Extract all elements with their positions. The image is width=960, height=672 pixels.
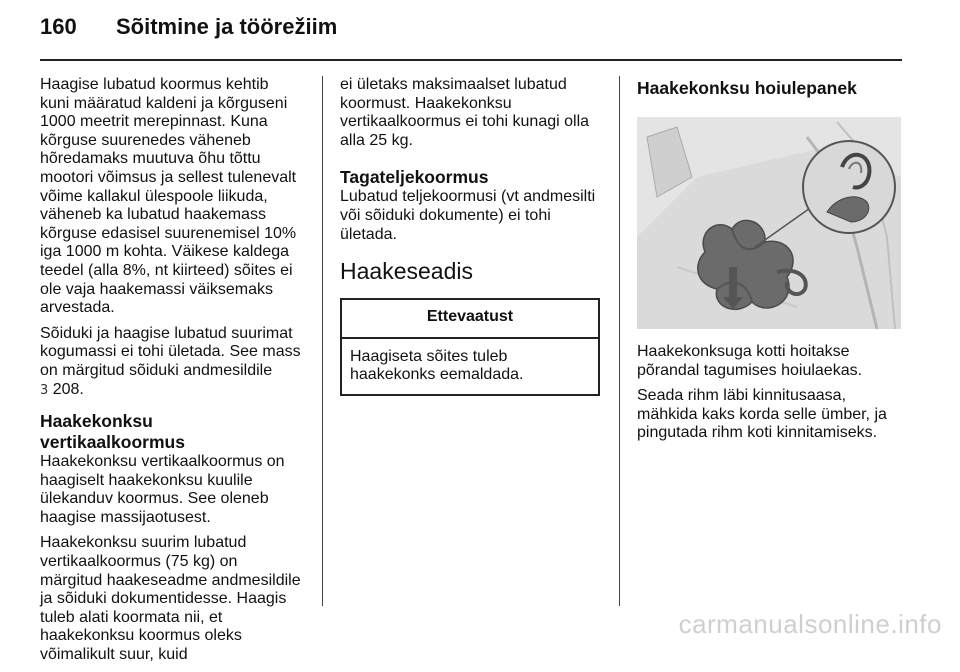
- watermark-text: carmanualsonline.info: [678, 609, 942, 639]
- paragraph: Haakekonksu suurim lubatud vertikaalkoormus (75 kg) on märgitud haakeseadme andmesildile ja sõiduki dokumentidesse. Haagis tuleb alati koormata nii, et haakekonksu koormus oleks võimalikult suur, kuid: [40, 534, 301, 664]
- column-divider: [322, 76, 323, 606]
- reference-arrow-icon: 3: [40, 382, 49, 398]
- paragraph: Lubatud teljekoormusi (vt andmesilti või sõiduki dokumente) ei tohi ületada.: [340, 188, 596, 243]
- towbar-bag-illustration-icon: [637, 117, 901, 329]
- page-header: [40, 14, 337, 40]
- paragraph-text: Sõiduki ja haagise lubatud suurimat kogumassi ei tohi ületada. See mass on märgitud sõiduki andmesildile: [40, 324, 301, 379]
- warning-text: Haagiseta sõites tuleb haakekonks eemaldada.: [350, 347, 524, 384]
- page-reference[interactable]: [40, 381, 84, 398]
- column-3: [637, 76, 902, 450]
- towbar-storage-illustration: [637, 117, 901, 329]
- header-divider: [40, 59, 902, 61]
- paragraph: ei ületaks maksimaalset lubatud koormust. Haakekonksu vertikaalkoormus ei tohi kunagi olla alla 25 kg.: [340, 76, 590, 149]
- paragraph: [40, 325, 302, 400]
- reference-page: 208.: [52, 380, 84, 398]
- paragraph: Haakekonksuga kotti hoitakse põrandal tagumises hoiulaekas.: [637, 343, 863, 379]
- section-heading: Tagateljekoormus: [340, 167, 489, 188]
- column-divider: [619, 76, 620, 606]
- paragraph: Seada rihm läbi kinnitusaasa, mähkida kaks korda selle ümber, ja pingutada rihm koti kinnitamiseks.: [637, 387, 887, 442]
- page-title: Sõitmine ja töörežiim: [116, 14, 338, 39]
- section-heading: Haakekonksu hoiulepanek: [637, 78, 857, 98]
- paragraph: Haakekonksu vertikaalkoormus on haagiselt haakekonksu kuulile ülekanduv koormus. See oleneb haagise massijaotusest.: [40, 453, 285, 526]
- chapter-heading: Haakeseadis: [340, 258, 473, 285]
- column-1: [40, 76, 302, 672]
- paragraph: Haagise lubatud koormus kehtib kuni määratud kaldeni ja kõrguseni 1000 meetrit merepinnast. Kuna kõrguse suurenedes väheneb hõredamaks muutuva õhu tõttu mootori võimsus ja sellest tulenevalt võime kallakul ülespoole liikuda, väheneb ka lubatud haakemass kõrguse edasisel suurenemisel 10% iga 1000 m kohta. Väikese kaldega teedel (alla 8%, nt kiirteed) sõites ei ole vaja haakemassi väiksemaks arvestada.: [40, 76, 297, 317]
- warning-title: Ettevaatust: [342, 300, 598, 339]
- section-heading: Haakekonksu vertikaalkoormus: [40, 411, 185, 453]
- warning-box: [340, 298, 600, 396]
- column-2: [340, 76, 602, 396]
- page-number: 160: [40, 14, 77, 39]
